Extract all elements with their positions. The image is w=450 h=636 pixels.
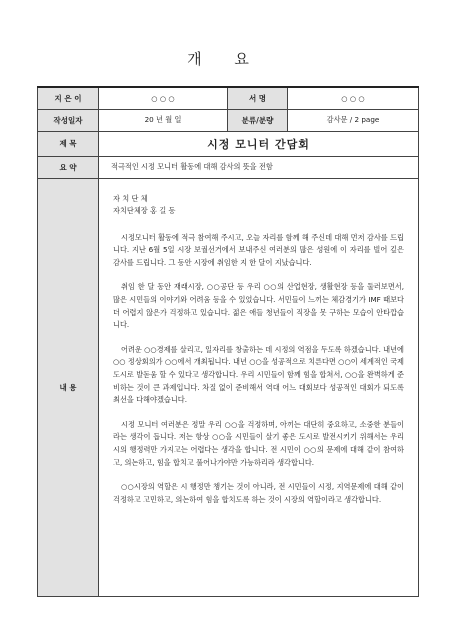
category-label: 분류/분량 xyxy=(228,109,288,131)
summary-value: 적극적인 시정 모니터 활동에 대해 감사의 뜻을 전함 xyxy=(99,156,419,178)
content-paragraph: 어려운 ○○경제를 살리고, 일자리를 창출하는 데 시정의 역점을 두도록 하겠습니다. 내년에 ○○ 정상회의가 ○○에서 개최됩니다. 내년 ○○을 성공적으로 치른다면 ○○이 세계적인 국제도시로 발돋움 할 수 있다고 생각합니다. 우리 시민들이 함께 힘을 합쳐서, ○○을 완벽하게 준비하는 것이 큰 과제입니다. 차질 없이 준비해서 역대 어느 대회보다 성공적인 대회가 되도록 최선을 다해야겠습니다. xyxy=(113,344,404,405)
date-row xyxy=(38,109,419,131)
category-value: 감사문 / 2 page xyxy=(288,109,419,131)
summary-label: 요 약 xyxy=(38,156,99,178)
signature-value: ○ ○ ○ xyxy=(288,87,419,109)
subject-row xyxy=(38,131,419,156)
content-paragraph: 취임 한 달 동안 재래시장, ○○공단 등 우리 ○○의 산업현장, 생활현장 등을 둘러보면서, 많은 시민들의 이야기와 어려움 등을 수 있었습니다. 서민들이 느끼는 체감경기가 IMF 때보다 더 어렵지 않은가 걱정하고 있습니다. 젊은 애들 청년들이 직장을 못 구하는 모습이 안타깝습니다. xyxy=(113,282,404,330)
overview-form-table xyxy=(37,86,419,597)
speaker-label: 지 은 이 xyxy=(38,87,99,109)
content-label: 내 용 xyxy=(38,178,99,596)
date-label: 작성일자 xyxy=(38,109,99,131)
addressee-name-line: 자치단체장 홍 길 동 xyxy=(113,206,176,216)
page-title: 개 요 xyxy=(187,50,263,68)
signature-label: 서 명 xyxy=(228,87,288,109)
speaker-value: ○ ○ ○ xyxy=(99,87,228,109)
content-paragraph: 시정모니터 활동에 적극 참여해 주시고, 오늘 자리를 함께 해 주신데 대해 먼저 감사를 드립니다. 지난 6월 5일 시장 보궐선거에서 보내주신 여러분의 많은 성원에 이 자리를 빌어 깊은 감사를 드립니다. 그 동안 시장에 취임한 지 한 달이 지났습니다. xyxy=(113,232,404,267)
speaker-row xyxy=(38,87,419,109)
subject-label: 제 목 xyxy=(38,131,99,156)
summary-row xyxy=(38,156,419,178)
addressee-line: 자 치 단 체 xyxy=(113,193,148,203)
content-body xyxy=(99,178,419,596)
content-paragraph: 시정 모니터 여러분은 정말 우리 ○○을 걱정하며, 아끼는 대단히 중요하고, 소중한 분들이라는 생각이 듭니다. 저는 항상 ○○을 시민들이 살기 좋은 도시로 발전시키기 위해서는 우리 시의 행정력만 가지고는 어렵다는 생각을 합니다. 전 시민이 ○○의 문제에 대해 같이 참여하고, 의논하고, 힘을 합치고 풀어나가야만 가능하리라 생각합니다. xyxy=(113,419,404,467)
content-row xyxy=(38,178,419,596)
date-value: 20 년 월 일 xyxy=(99,109,228,131)
content-paragraph: ○○시장의 역할은 시 행정만 챙기는 것이 아니라, 전 시민들이 시정, 지역문제에 대해 같이 걱정하고 고민하고, 의논하여 힘을 합치도록 하는 것이 시장의 역할이라고 생각합니다. xyxy=(113,482,404,504)
subject-value: 시정 모니터 간담회 xyxy=(99,131,419,156)
